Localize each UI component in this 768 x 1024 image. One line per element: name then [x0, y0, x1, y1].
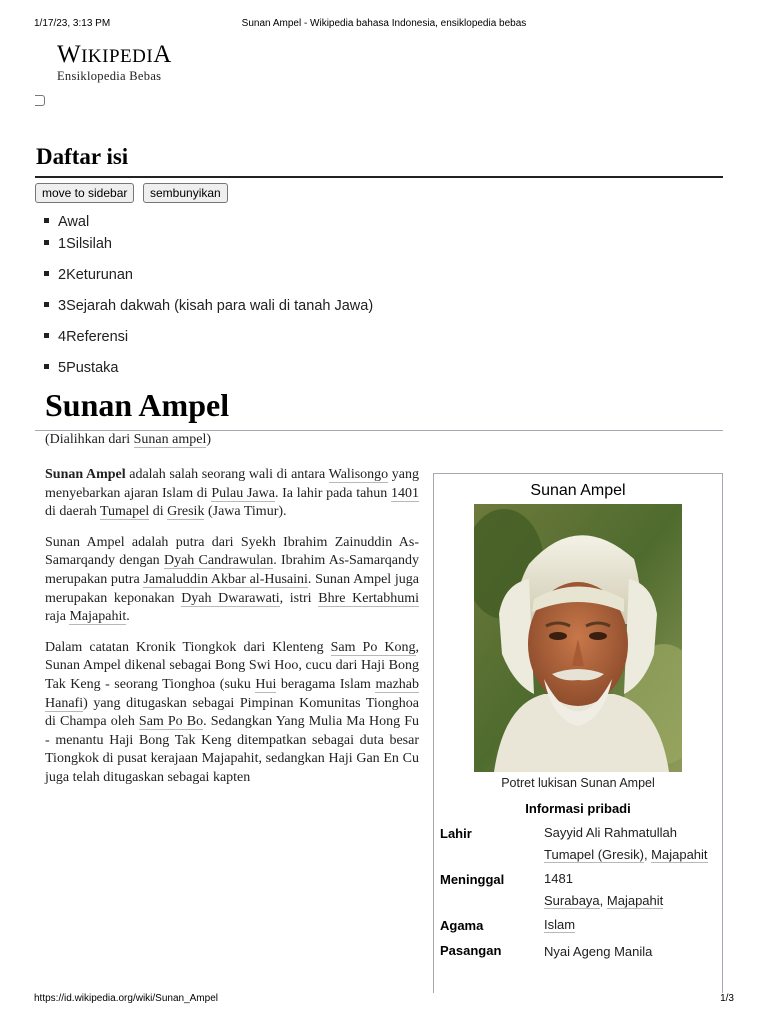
- label-meninggal: Meninggal: [440, 872, 505, 887]
- redirect-link[interactable]: Sunan ampel: [133, 432, 207, 447]
- infobox-title: Sunan Ampel: [530, 482, 626, 499]
- paragraph-intro: Sunan Ampel adalah salah seorang wali di antara Walisongo yang menyebarkan ajaran Islam di Pulau Jawa. Ia lahir pada tahun 1401 di daerah Tumapel di Gresik (Jawa Timur).: [45, 467, 419, 520]
- toc-item-keturunan[interactable]: 2Keturunan: [44, 267, 133, 283]
- bullet-icon: [44, 271, 49, 276]
- link-majapahit-lahir[interactable]: Majapahit: [651, 847, 708, 862]
- toc-item-sejarah-dakwah[interactable]: 3Sejarah dakwah (kisah para wali di tanah Jawa): [44, 298, 373, 314]
- toc-item-referensi[interactable]: 4Referensi: [44, 329, 128, 345]
- value-agama: [544, 914, 719, 936]
- title-divider: [35, 430, 723, 431]
- wikipedia-logo[interactable]: [57, 42, 172, 84]
- link-mazhab-hanafi[interactable]: mazhab Hanafi: [45, 676, 419, 711]
- toc-title: Daftar isi: [36, 144, 129, 169]
- link-gresik[interactable]: Gresik: [167, 504, 205, 520]
- infobox-caption: Potret lukisan Sunan Ampel: [501, 776, 655, 790]
- paragraph-lineage: Sunan Ampel adalah putra dari Syekh Ibrahim Zainuddin As-Samarqandy dengan Dyah Candrawulan. Ibrahim As-Samarqandy merupakan putra Jamaluddin Akbar al-Husaini. Sunan Ampel juga merupakan keponakan Dyah Dwarawati, istri Bhre Kertabhumi raja Majapahit.: [45, 534, 420, 625]
- link-jamaluddin-akbar[interactable]: Jamaluddin Akbar al-Husaini: [143, 571, 308, 587]
- print-doc-title: Sunan Ampel - Wikipedia bahasa Indonesia, ensiklopedia bebas: [241, 18, 527, 29]
- link-majapahit[interactable]: Majapahit: [69, 609, 127, 625]
- bullet-icon: [44, 364, 49, 369]
- link-sam-po-bo[interactable]: Sam Po Bo: [138, 714, 204, 730]
- link-islam[interactable]: Islam: [544, 917, 576, 932]
- portrait-image[interactable]: [474, 504, 682, 772]
- link-majapahit-meninggal[interactable]: Majapahit: [606, 893, 664, 908]
- value-pasangan: Nyai Ageng Manila: [544, 944, 653, 959]
- bullet-icon: [44, 218, 49, 223]
- link-surabaya[interactable]: Surabaya: [544, 893, 600, 908]
- infobox-section-header: Informasi pribadi: [525, 801, 631, 816]
- label-pasangan: Pasangan: [440, 943, 502, 958]
- print-page-number: 1/3: [720, 993, 734, 1004]
- toc-item-silsilah[interactable]: 1Silsilah: [44, 236, 112, 252]
- move-to-sidebar-button[interactable]: move to sidebar: [35, 183, 134, 203]
- link-dyah-candrawulan[interactable]: Dyah Candrawulan: [163, 553, 274, 569]
- infobox: [433, 473, 723, 993]
- value-meninggal: 1481 Surabaya, Majapahit: [544, 871, 664, 908]
- toc-item-awal[interactable]: Awal: [44, 214, 89, 230]
- link-sam-po-kong[interactable]: Sam Po Kong: [330, 639, 416, 655]
- article-body: [45, 466, 419, 800]
- label-agama: Agama: [440, 918, 484, 933]
- bullet-icon: [44, 302, 49, 307]
- link-bhre-kertabhumi[interactable]: Bhre Kertabhumi: [318, 590, 419, 606]
- hide-toc-button[interactable]: sembunyikan: [143, 183, 228, 203]
- link-1401[interactable]: 1401: [391, 485, 419, 501]
- link-pulau-jawa[interactable]: Pulau Jawa: [211, 485, 275, 501]
- bullet-icon: [44, 240, 49, 245]
- bullet-icon: [44, 333, 49, 338]
- logo-tagline: Ensiklopedia Bebas: [57, 69, 162, 83]
- logo-wordmark: WIKIPEDIA: [57, 41, 172, 68]
- page-title: Sunan Ampel: [45, 387, 230, 423]
- menu-toggle-icon[interactable]: [35, 95, 45, 106]
- link-walisongo[interactable]: Walisongo: [328, 467, 389, 482]
- link-dyah-dwarawati[interactable]: Dyah Dwarawati: [181, 590, 280, 606]
- paragraph-chronicle: Dalam catatan Kronik Tiongkok dari Klenteng Sam Po Kong, Sunan Ampel dikenal sebagai Bong Swi Hoo, cucu dari Haji Bong Tak Keng - seorang Tionghoa (suku Hui beragama Islam mazhab Hanafi) yang ditugaskan sebagai Pimpinan Komunitas Tionghoa di Champa oleh Sam Po Bo. Sedangkan Yang Mulia Ma Hong Fu - menantu Haji Bong Tak Keng ditempatkan sebagai duta besar Tiongkok di pusat kerajaan Majapahit, sedangkan Haji Gan En Cu juga telah ditugaskan sebagai kapten: [45, 639, 419, 785]
- print-url: https://id.wikipedia.org/wiki/Sunan_Ampel: [34, 993, 218, 1004]
- value-lahir: Sayyid Ali Rahmatullah Tumapel (Gresik), Majapahit: [544, 825, 708, 862]
- print-datetime: 1/17/23, 3:13 PM: [34, 18, 111, 29]
- redirect-note: (Dialihkan dari Sunan ampel): [45, 432, 212, 447]
- toc-item-pustaka[interactable]: 5Pustaka: [44, 360, 118, 376]
- portrait-painting: [474, 504, 682, 772]
- link-tumapel[interactable]: Tumapel: [99, 504, 150, 520]
- link-tumapel-gresik[interactable]: Tumapel (Gresik): [544, 847, 644, 862]
- toc-divider: [35, 176, 723, 178]
- label-lahir: Lahir: [440, 826, 472, 841]
- link-hui[interactable]: Hui: [255, 676, 277, 692]
